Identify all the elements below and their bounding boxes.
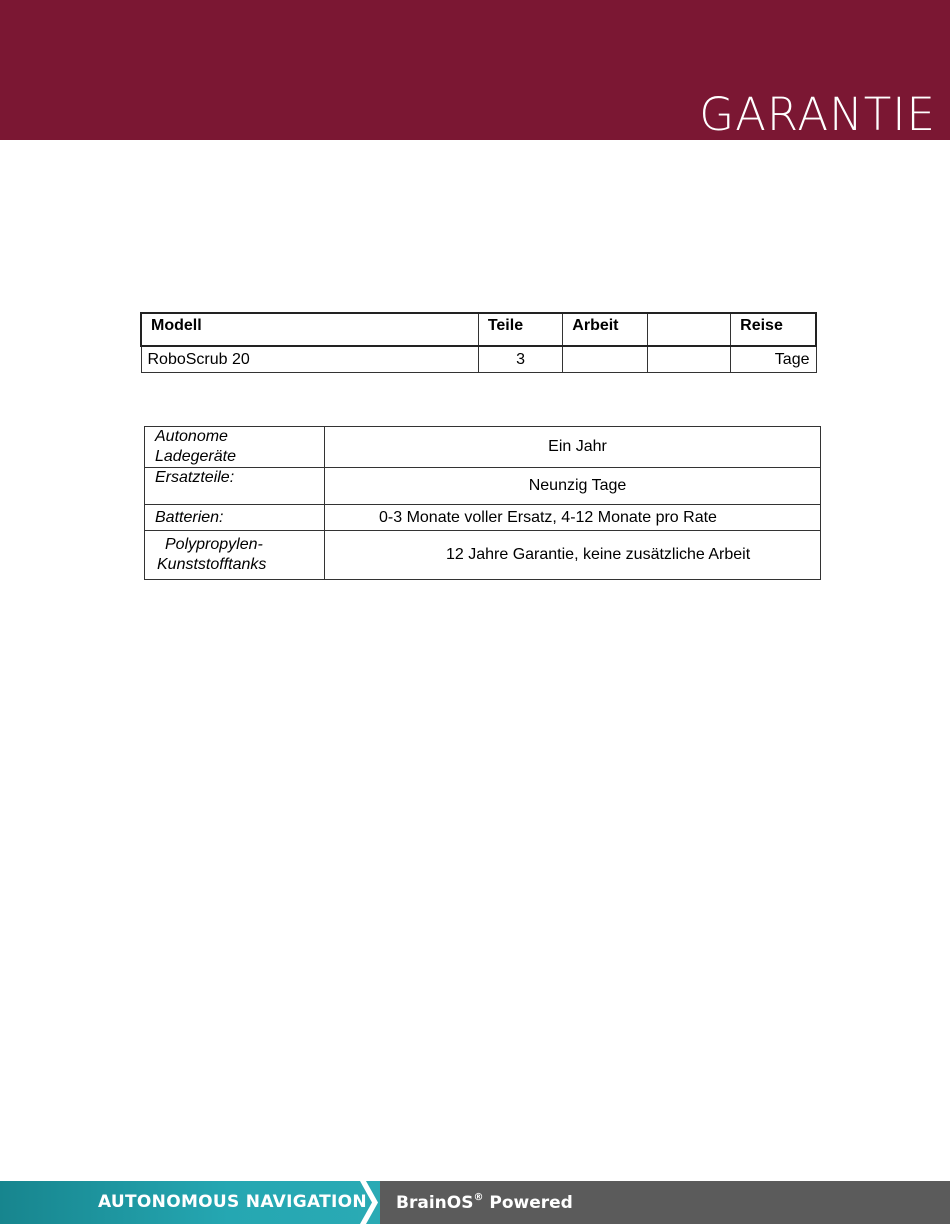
column-header-reise: Reise	[731, 313, 816, 346]
column-header-modell: Modell	[141, 313, 478, 346]
table-header-row	[141, 313, 816, 346]
table-row	[145, 505, 821, 531]
coverage-table	[144, 426, 821, 580]
page-title: GARANTIE	[699, 88, 936, 141]
row-label-line2: Ladegeräte	[155, 448, 236, 465]
row-value: Ein Jahr	[325, 427, 821, 468]
row-label-line1: Polypropylen-	[165, 536, 263, 553]
cell-teile: 3	[478, 346, 562, 373]
cell-reise: Tage	[731, 346, 816, 373]
column-header-empty	[648, 313, 731, 346]
cell-arbeit	[563, 346, 648, 373]
column-header-teile: Teile	[478, 313, 562, 346]
row-label-line1: Autonome	[155, 428, 228, 445]
column-header-arbeit: Arbeit	[563, 313, 648, 346]
registered-mark: ®	[473, 1192, 484, 1203]
row-value: 0-3 Monate voller Ersatz, 4-12 Monate pro Rate	[325, 505, 821, 531]
brand-suffix: Powered	[483, 1193, 573, 1213]
cell-empty	[648, 346, 731, 373]
row-label	[145, 505, 325, 531]
table-row	[145, 531, 821, 580]
footer-brand-label	[396, 1192, 573, 1213]
footer-banner	[0, 1181, 950, 1224]
row-label	[145, 468, 325, 505]
warranty-table	[140, 312, 817, 373]
row-label-line1: Batterien:	[155, 508, 224, 526]
header-band	[0, 0, 950, 140]
row-label-line2: Kunststofftanks	[157, 556, 267, 573]
row-label	[145, 531, 325, 580]
row-label-line1: Ersatzteile:	[155, 469, 235, 486]
table-row	[145, 427, 821, 468]
row-value: 12 Jahre Garantie, keine zusätzliche Arbeit	[325, 531, 821, 580]
row-label	[145, 427, 325, 468]
table-row	[141, 346, 816, 373]
table-row	[145, 468, 821, 505]
row-value: Neunzig Tage	[325, 468, 821, 505]
footer-nav-label: AUTONOMOUS NAVIGATION	[98, 1192, 367, 1212]
brand-name: BrainOS	[396, 1193, 474, 1213]
cell-model: RoboScrub 20	[141, 346, 478, 373]
